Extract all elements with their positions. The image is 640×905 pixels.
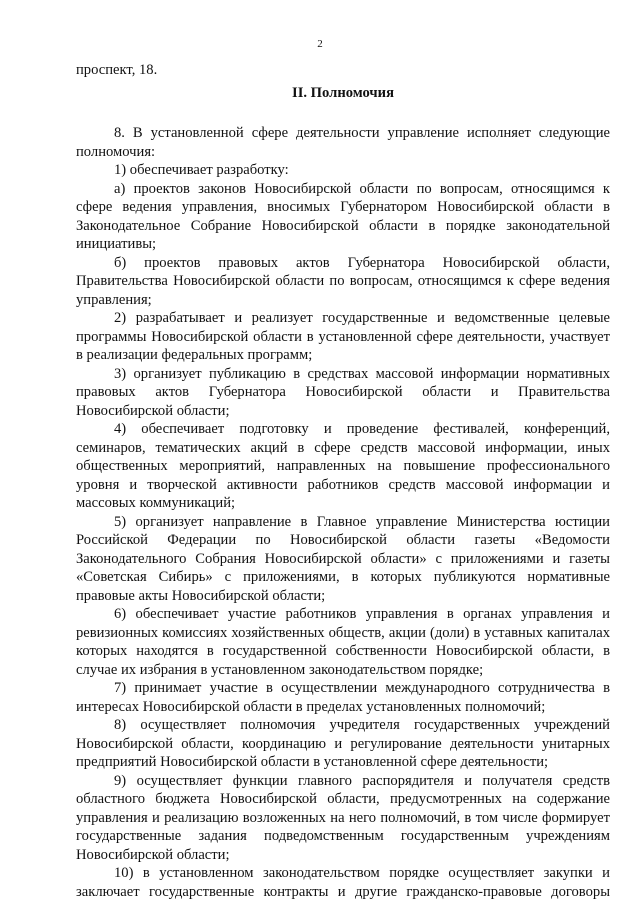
paragraph: б) проектов правовых актов Губернатора Новосибирской области, Правительства Новосибирской области по вопросам, относящимся к сфере ведения управления; [76, 254, 610, 308]
paragraph: а) проектов законов Новосибирской области по вопросам, относящимся к сфере ведения управления, вносимых Губернатором Новосибирской области в Законодательное Собрание Новосибирской области в порядке законодательной инициативы; [76, 180, 610, 252]
paragraph: 6) обеспечивает участие работников управления в органах управления и ревизионных комиссиях хозяйственных обществ, акции (доли) в уставных капиталах которых находятся в государственной собственности Новосибирской области, в случае их избрания в установленном законодательством порядке; [76, 606, 610, 678]
page-number: 2 [317, 38, 323, 50]
document-body [76, 61, 610, 901]
paragraph: 3) организует публикацию в средствах массовой информации нормативных правовых актов Губернатора Новосибирской области и Правительства Новосибирской области; [76, 365, 610, 419]
paragraph: 10) в установленном законодательством порядке осуществляет закупки и заключает государственные контракты и другие гражданско-правовые договоры [76, 865, 610, 900]
continuation-line: проспект, 18. [76, 62, 158, 78]
section-heading: II. Полномочия [292, 84, 394, 101]
paragraph: 9) осуществляет функции главного распорядителя и получателя средств областного бюджета Новосибирской области, предусмотренных на содержание управления и реализацию возложенных на него полномочий, в том числе формирует государственные задания подведомственным государственным учреждениям Новосибирской области; [76, 772, 610, 863]
paragraph: 2) разрабатывает и реализует государственные и ведомственные целевые программы Новосибирской области в установленной сфере деятельности, участвует в реализации федеральных программ; [76, 310, 610, 363]
paragraph: 7) принимает участие в осуществлении международного сотрудничества в интересах Новосибирской области в пределах установленных полномочий; [76, 680, 610, 715]
paragraph: 4) обеспечивает подготовку и проведение фестивалей, конференций, семинаров, тематических акций в сфере средств массовой информации, иных общественных мероприятий, направленных на повышение профессионального уровня и творческой активности работников средств массовой информации и массовых коммуникаций; [76, 421, 610, 511]
paragraph: 1) обеспечивает разработку: [114, 162, 289, 178]
paragraph: 8. В установленной сфере деятельности управление исполняет следующие полномочия: [76, 125, 610, 160]
paragraph: 8) осуществляет полномочия учредителя государственных учреждений Новосибирской области, координацию и регулирование деятельности унитарных предприятий Новосибирской области в установленной сфере деятельности; [76, 717, 610, 770]
paragraph: 5) организует направление в Главное управление Министерства юстиции Российской Федерации по Новосибирской области газеты «Ведомости Законодательного Собрания Новосибирской области» с приложениями и газеты «Советская Сибирь» с приложениями, в которых публикуются нормативные правовые акты Новосибирской области; [76, 513, 610, 604]
paragraph-list [76, 124, 610, 901]
